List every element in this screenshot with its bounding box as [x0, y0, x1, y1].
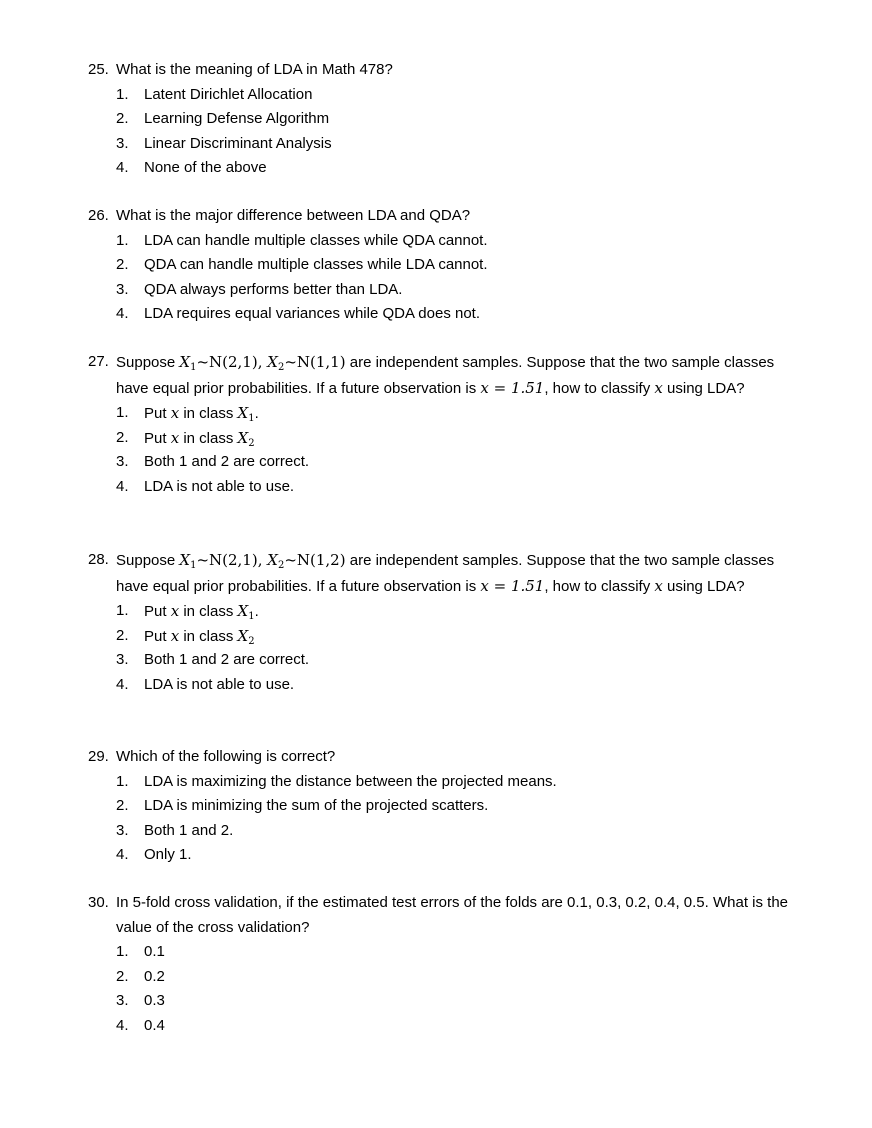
math-equation: x = 1.51	[480, 378, 545, 397]
option-number: 3.	[116, 992, 129, 1009]
math-subscript: 1	[190, 362, 197, 373]
option-text: QDA always performs better than LDA.	[144, 280, 403, 298]
option-number: 1.	[116, 772, 129, 790]
math-variable: x	[170, 626, 180, 645]
option-item	[88, 819, 798, 844]
math-subscript: 1	[248, 413, 255, 424]
option-text: in class	[179, 627, 238, 645]
option-text: Both 1 and 2 are correct.	[144, 651, 310, 668]
question-stem	[88, 58, 798, 83]
option-number: 2.	[116, 110, 129, 127]
option-text: LDA requires equal variances while QDA does not.	[144, 305, 481, 322]
option-item	[88, 107, 798, 132]
option-number: 2.	[116, 256, 129, 273]
question-stem	[88, 891, 798, 940]
text-run: , how to classify	[544, 379, 655, 397]
option-number: 2.	[116, 626, 129, 644]
option-text: in class	[179, 405, 238, 422]
text-run: using LDA?	[662, 379, 745, 397]
option-number: 4.	[116, 846, 129, 863]
option-item	[88, 156, 798, 181]
option-text: Put	[144, 603, 171, 620]
option-number: 1.	[116, 231, 129, 249]
option-text: Put	[144, 405, 171, 422]
option-text: 0.1	[144, 943, 165, 960]
option-number: 4.	[116, 159, 129, 176]
option-list	[88, 599, 798, 697]
option-text: 0.4	[144, 1016, 165, 1034]
question-text	[116, 350, 798, 401]
text-run: , how to classify	[544, 577, 655, 595]
option-item	[88, 1014, 798, 1039]
math-variable: X	[237, 626, 249, 645]
math-subscript: 2	[277, 560, 285, 571]
option-item	[88, 450, 798, 475]
option-item	[88, 794, 798, 819]
text-run: Suppose	[116, 552, 180, 569]
option-item	[88, 401, 798, 426]
option-number: 2.	[116, 797, 129, 814]
option-text: Both 1 and 2 are correct.	[144, 453, 310, 470]
text-run: are independent samples. Suppose that the two sample classes have equal prior probabilities. If a future observation is	[116, 552, 775, 595]
question-stem	[88, 745, 798, 770]
option-item	[88, 940, 798, 965]
option-text: 0.3	[144, 992, 165, 1009]
option-number: 4.	[116, 675, 129, 693]
option-text: .	[254, 405, 259, 422]
option-text: Learning Defense Algorithm	[144, 110, 330, 127]
option-number: 4.	[116, 305, 129, 322]
option-number: 4.	[116, 477, 129, 495]
option-number: 1.	[116, 85, 129, 103]
question-29	[88, 745, 798, 868]
option-text: Both 1 and 2.	[144, 821, 234, 839]
option-number: 3.	[116, 134, 129, 152]
question-text	[116, 548, 798, 599]
option-item	[88, 965, 798, 990]
option-item	[88, 673, 798, 698]
option-text: .	[254, 603, 259, 620]
option-number: 1.	[116, 943, 129, 960]
option-item	[88, 302, 798, 327]
option-number: 3.	[116, 651, 129, 668]
math-variable: x	[170, 602, 180, 620]
math-subscript: 2	[248, 635, 255, 647]
option-text: LDA is not able to use.	[144, 675, 295, 693]
math-subscript: 1	[248, 611, 255, 622]
option-text: LDA is maximizing the distance between the projected means.	[144, 772, 557, 790]
option-item	[88, 132, 798, 157]
text-run: using LDA?	[662, 577, 745, 595]
math-distribution: ~N(1,1)	[284, 353, 346, 371]
math-subscript: 1	[190, 560, 197, 571]
option-text: QDA can handle multiple classes while LDA cannot.	[144, 256, 488, 273]
math-variable: x	[654, 576, 663, 595]
option-item	[88, 648, 798, 673]
option-text: in class	[179, 603, 238, 620]
option-text: Latent Dirichlet Allocation	[144, 85, 313, 103]
option-number: 3.	[116, 821, 129, 839]
option-text: Put	[144, 627, 171, 645]
question-text: Which of the following is correct?	[116, 748, 336, 765]
option-item	[88, 475, 798, 500]
math-distribution: ~N(1,2)	[284, 551, 346, 569]
question-28	[88, 548, 798, 697]
math-variable: x	[170, 404, 180, 422]
option-text: Put	[144, 429, 171, 447]
option-item	[88, 599, 798, 624]
option-item	[88, 426, 798, 451]
math-variable: x	[170, 428, 180, 447]
math-subscript: 2	[277, 362, 285, 373]
math-equation: x = 1.51	[480, 576, 545, 595]
option-text: LDA can handle multiple classes while QDA cannot.	[144, 231, 488, 249]
question-number: 28.	[88, 551, 109, 568]
option-number: 4.	[116, 1016, 129, 1034]
option-text: 0.2	[144, 967, 165, 985]
option-item	[88, 843, 798, 868]
option-text: None of the above	[144, 159, 267, 176]
math-variable: X	[237, 602, 249, 620]
option-number: 3.	[116, 280, 129, 298]
question-stem	[88, 204, 798, 229]
option-item	[88, 83, 798, 108]
question-text: What is the major difference between LDA and QDA?	[116, 207, 471, 224]
question-number: 30.	[88, 894, 109, 911]
math-distribution: ~N(2,1),	[196, 353, 268, 371]
question-number: 26.	[88, 207, 109, 224]
option-list	[88, 401, 798, 499]
option-item	[88, 253, 798, 278]
math-variable: X	[267, 551, 278, 569]
text-run: are independent samples. Suppose that the two sample classes have equal prior probabilities. If a future observation is	[116, 354, 775, 397]
option-text: Linear Discriminant Analysis	[144, 134, 332, 152]
math-variable: x	[654, 378, 663, 397]
option-number: 2.	[116, 967, 129, 985]
option-list	[88, 229, 798, 327]
math-variable: X	[179, 551, 191, 569]
option-list	[88, 940, 798, 1038]
question-stem	[88, 548, 798, 599]
math-variable: X	[267, 353, 278, 371]
option-text: in class	[179, 429, 238, 447]
option-item	[88, 770, 798, 795]
option-number: 3.	[116, 453, 129, 470]
question-number: 27.	[88, 353, 109, 370]
question-number: 29.	[88, 748, 109, 765]
math-variable: X	[179, 353, 191, 371]
text-run: Suppose	[116, 354, 180, 371]
question-25	[88, 58, 798, 181]
question-27	[88, 350, 798, 499]
option-item	[88, 624, 798, 649]
option-number: 1.	[116, 602, 129, 619]
option-item	[88, 278, 798, 303]
option-list	[88, 83, 798, 181]
option-text: LDA is minimizing the sum of the projected scatters.	[144, 797, 489, 814]
option-text: Only 1.	[144, 846, 192, 863]
question-text: In 5-fold cross validation, if the estimated test errors of the folds are 0.1, 0.3, 0.2, 0.4, 0.5. What is the value of the cross validation?	[116, 894, 789, 936]
option-list	[88, 770, 798, 868]
option-number: 2.	[116, 428, 129, 446]
math-variable: X	[237, 428, 249, 447]
question-stem	[88, 350, 798, 401]
option-text: LDA is not able to use.	[144, 477, 295, 495]
math-subscript: 2	[248, 437, 255, 449]
question-26	[88, 204, 798, 327]
math-variable: X	[237, 404, 249, 422]
option-number: 1.	[116, 404, 129, 421]
question-number: 25.	[88, 61, 109, 78]
option-item	[88, 229, 798, 254]
option-item	[88, 989, 798, 1014]
question-text: What is the meaning of LDA in Math 478?	[116, 61, 393, 78]
question-30	[88, 891, 798, 1038]
math-distribution: ~N(2,1),	[196, 551, 268, 569]
